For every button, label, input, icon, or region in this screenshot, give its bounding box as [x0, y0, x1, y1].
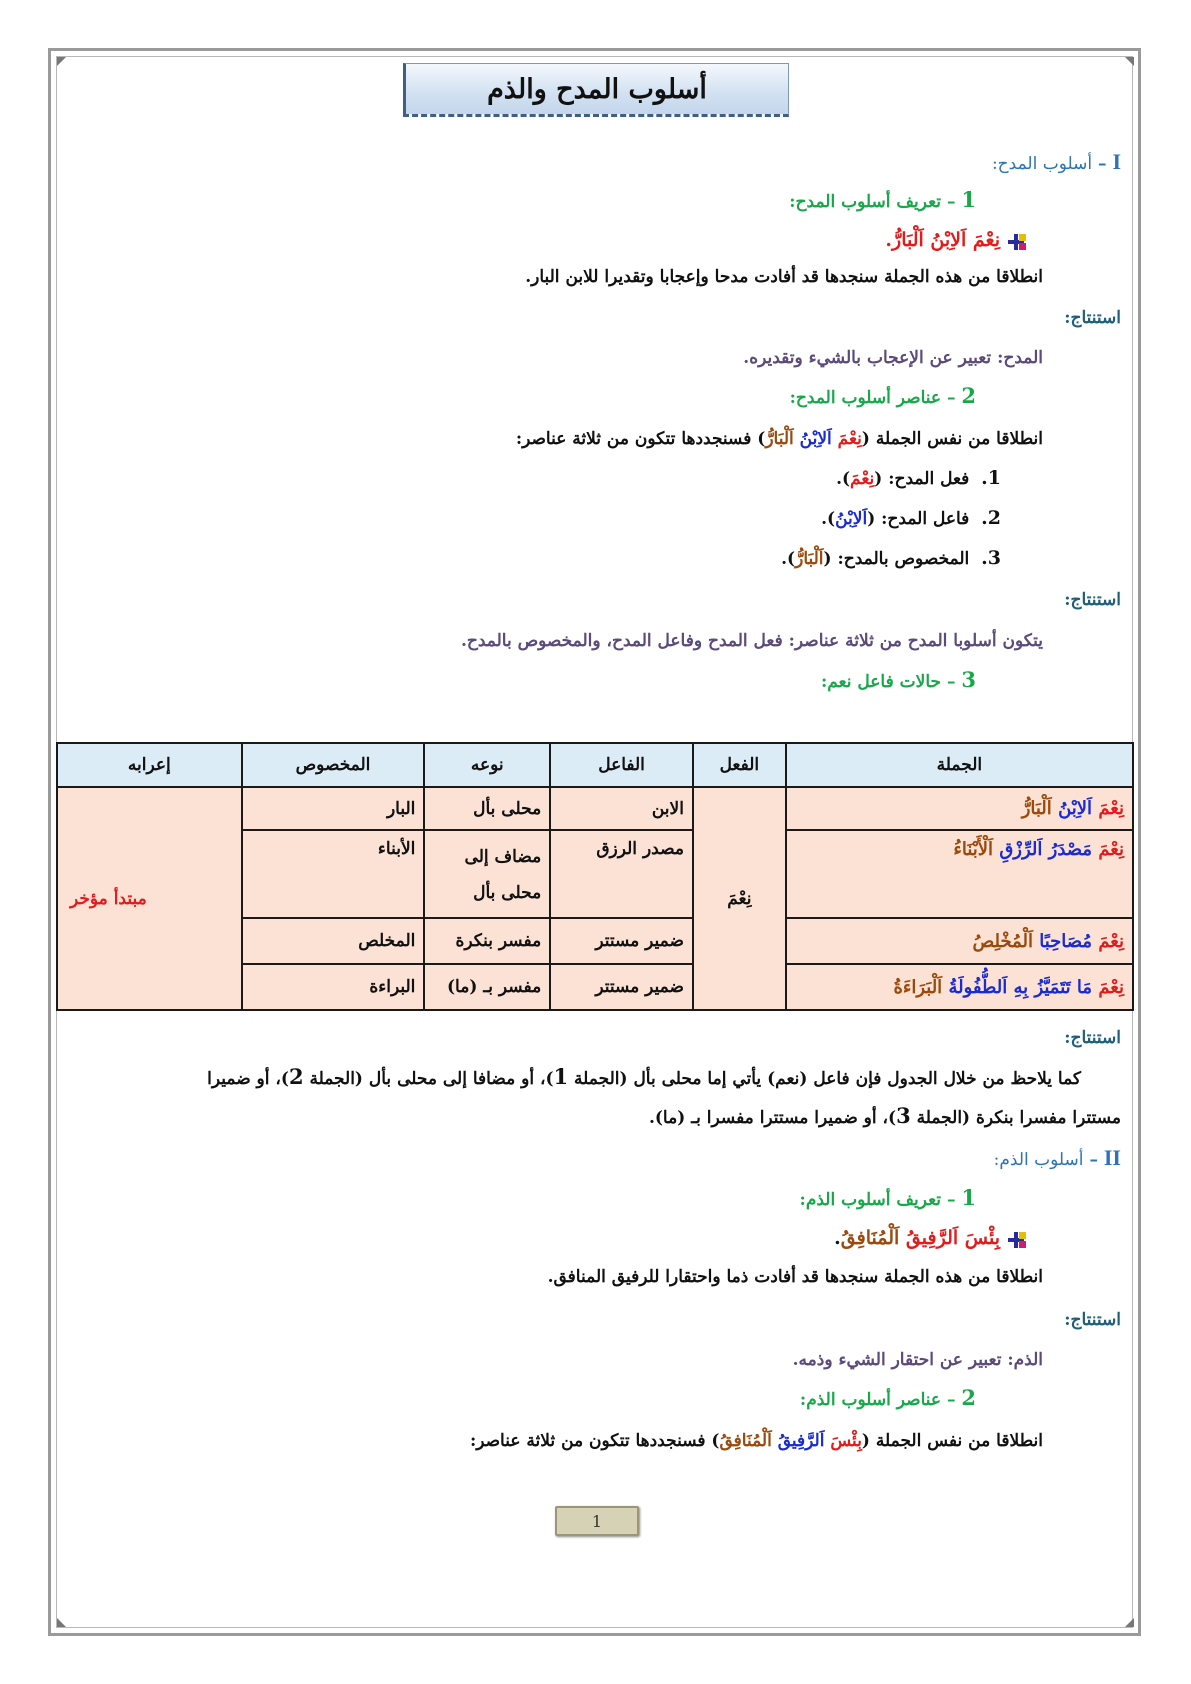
fa3il-cell: الابن [550, 787, 693, 830]
column-header: نوعه [424, 743, 550, 787]
paragraph: مستترا مفسرا بنكرة (الجملة 3)، أو ضميرا مستترا مفسرا بـ (ما). [648, 1103, 1121, 1128]
definition-madh: المدح: تعبير عن الإعجاب بالشيء وتقديره. [743, 348, 1043, 368]
sentence-cell: نِعْمَ اَلاِبْنُ اَلْبَارُّ [786, 787, 1133, 830]
table-row [57, 787, 1133, 830]
subheading-cases: 3 – حالات فاعل نعم: [820, 667, 976, 692]
conclusion-label: استنتاج: [1064, 590, 1121, 610]
cases-table [56, 742, 1134, 1011]
sentence-cell: نِعْمَ مَصْدَرُ اَلرِّزْقِ اَلْأَبْنَاءُ [786, 830, 1133, 918]
page-number: 1 [555, 1506, 639, 1536]
type-cell: مفسر بـ (ما) [424, 964, 550, 1010]
type-cell: مضاف إلى محلى بأل [424, 830, 550, 918]
table-header-row [57, 743, 1133, 787]
section-label: أسلوب الذم: [993, 1150, 1084, 1170]
conclusion-label: استنتاج: [1064, 1310, 1121, 1330]
bullet-icon [1006, 1232, 1026, 1248]
conclusion-label: استنتاج: [1064, 308, 1121, 328]
list-item: 2. فاعل المدح: (اَلاِبْنُ). [821, 507, 1001, 529]
paragraph: انطلاقا من هذه الجملة سنجدها قد أفادت ذما واحتقارا للرفيق المنافق. [547, 1267, 1043, 1287]
corner-ornament [1125, 1618, 1134, 1627]
type-cell: مفسر بنكرة [424, 918, 550, 964]
list-item: 3. المخصوص بالمدح: (اَلْبَارُّ). [781, 547, 1001, 569]
column-header: إعرابه [57, 743, 242, 787]
fa3il-cell: ضمير مستتر [550, 964, 693, 1010]
makhsus-cell: الأبناء [242, 830, 425, 918]
corner-ornament [57, 1618, 66, 1627]
section-heading-madh: I – أسلوب المدح: [991, 149, 1121, 174]
paragraph: انطلاقا من نفس الجملة (بِئْسَ اَلرَّفِيقُ اَلْمُنَافِقُ) فسنجددها تتكون من ثلاثة عناصر: [469, 1431, 1043, 1451]
column-header: المخصوص [242, 743, 425, 787]
verb-cell: نِعْمَ [693, 787, 786, 1010]
paragraph: كما يلاحظ من خلال الجدول فإن فاعل (نعم) يأتي إما محلى بأل (الجملة 1)، أو مضافا إلى محلى بأل (الجملة 2)، أو ضميرا [207, 1064, 1081, 1089]
type-cell: محلى بأل [424, 787, 550, 830]
subheading-elements-madh: 2 – عناصر أسلوب المدح: [789, 383, 976, 408]
section-label: أسلوب المدح: [991, 154, 1093, 174]
definition-dhamm: الذم: تعبير عن احتقار الشيء وذمه. [792, 1350, 1043, 1370]
paragraph: انطلاقا من نفس الجملة (نِعْمَ اَلاِبْنُ اَلْبَارُّ) فسنجددها تتكون من ثلاثة عناصر: [515, 429, 1043, 449]
column-header: الفاعل [550, 743, 693, 787]
corner-ornament [1125, 57, 1134, 66]
irab-cell: مبتدأ مؤخر [57, 787, 242, 1010]
section-heading-dhamm: II – أسلوب الذم: [993, 1145, 1121, 1170]
column-header: الجملة [786, 743, 1133, 787]
conclusion-label: استنتاج: [1064, 1028, 1121, 1048]
subheading-elements-dhamm: 2 – عناصر أسلوب الذم: [799, 1385, 976, 1410]
fa3il-cell: مصدر الرزق [550, 830, 693, 918]
makhsus-cell: البراءة [242, 964, 425, 1010]
paragraph: انطلاقا من هذه الجملة سنجدها قد أفادت مدحا وإعجابا وتقديرا للابن البار. [525, 267, 1043, 287]
corner-ornament [57, 57, 66, 66]
subheading-definition-madh: 1 – تعريف أسلوب المدح: [789, 187, 976, 212]
example-madh: نِعْمَ اَلاِبْنُ اَلْبَارُّ. [70, 227, 1026, 254]
bullet-icon [1006, 234, 1026, 250]
fa3il-cell: ضمير مستتر [550, 918, 693, 964]
subheading-definition-dhamm: 1 – تعريف أسلوب الذم: [799, 1185, 976, 1210]
section-numeral: I [1112, 149, 1121, 174]
title-box [403, 63, 789, 117]
section-numeral: II [1103, 1145, 1121, 1170]
makhsus-cell: البار [242, 787, 425, 830]
list-item: 1. فعل المدح: (نِعْمَ). [836, 467, 1001, 489]
makhsus-cell: المخلص [242, 918, 425, 964]
sentence-cell: نِعْمَ مُصَاحِبًا اَلْمُخْلِصُ [786, 918, 1133, 964]
column-header: الفعل [693, 743, 786, 787]
page-title: أسلوب المدح والذم [487, 73, 707, 105]
example-dhamm: بِئْسَ اَلرَّفِيقُ اَلْمُنَافِقُ. [70, 1225, 1026, 1252]
conclusion-text: يتكون أسلوبا المدح من ثلاثة عناصر: فعل المدح وفاعل المدح، والمخصوص بالمدح. [460, 631, 1043, 651]
sentence-cell: نِعْمَ مَا تَتَمَيَّزُ بِهِ اَلطُّفُولَةُ اَلْبَرَاءَةُ [786, 964, 1133, 1010]
